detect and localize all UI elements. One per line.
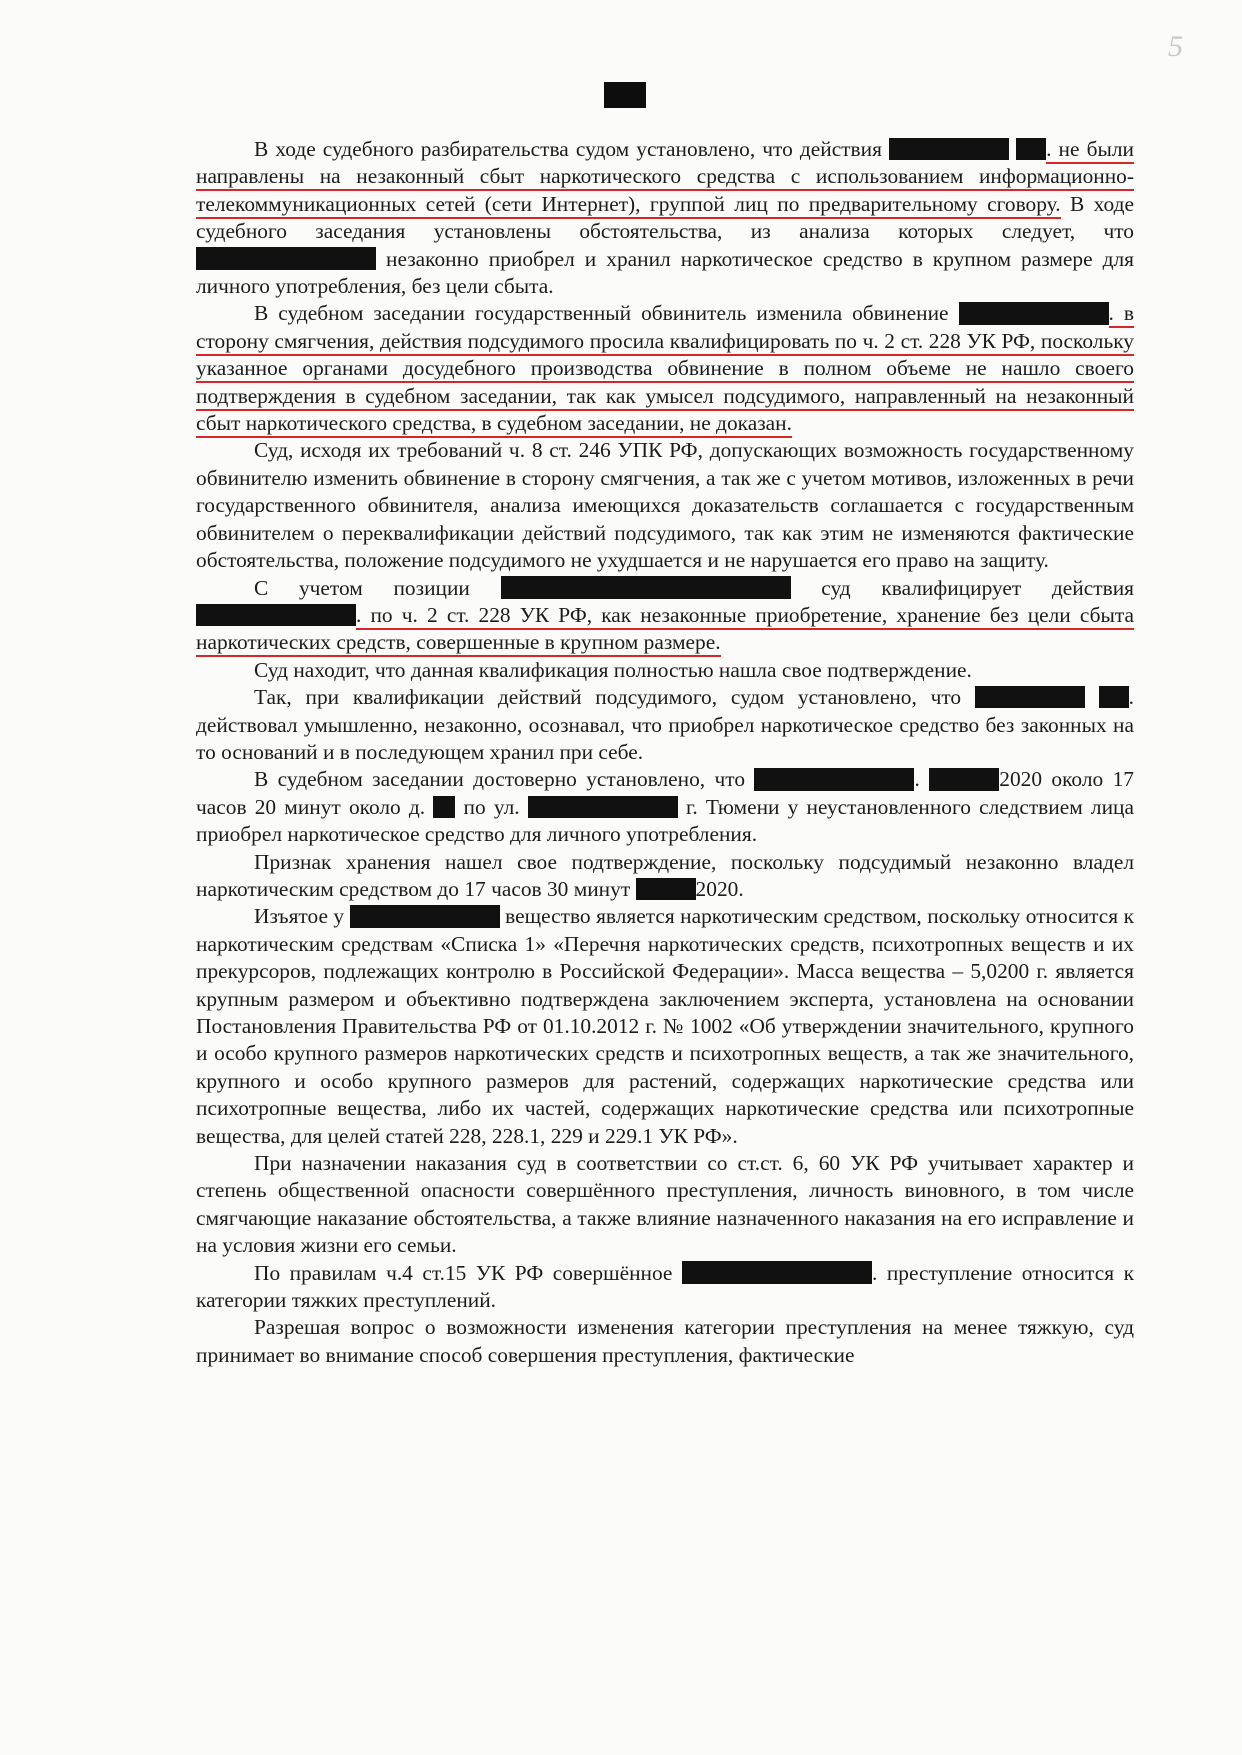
redaction bbox=[196, 247, 376, 269]
paragraph-2: В судебном заседании государственный обвинитель изменила обвинение . в сторону смягчения, действия подсудимого просила квалифицировать по ч. 2 ст. 228 УК РФ, поскольку указанное органами досудебного производства обвинение в полном объеме не нашло своего подтверждения в судебном заседании, так как умысел подсудимого, направленный на незаконный сбыт наркотического средства, в судебном заседании, не доказан. bbox=[196, 300, 1134, 437]
paragraph-8: Признак хранения нашел свое подтверждение, поскольку подсудимый незаконно владел наркотическим средством до 17 часов 30 минут 2020. bbox=[196, 849, 1134, 901]
paragraph-6: Так, при квалификации действий подсудимого, судом установлено, что . действовал умышленно, незаконно, осознавал, что приобрел наркотическое средство без законных на то оснований и в последующем хранил при себе. bbox=[196, 685, 1134, 764]
redaction bbox=[1016, 138, 1046, 160]
document-body bbox=[196, 136, 1134, 1369]
paragraph-1: В ходе судебного разбирательства судом установлено, что действия . не были направлены на незаконный сбыт наркотического средства с использованием информационно-телекоммуникационных сетей (сети Интернет), группой лиц по предварительному сговору. В ходе судебного заседания установлены обстоятельства, из анализа которых следует, что незаконно приобрел и хранил наркотическое средство в крупном размере для личного употребления, без цели сбыта. bbox=[196, 137, 1134, 299]
corner-mark: 5 bbox=[1168, 30, 1183, 63]
redaction bbox=[636, 878, 696, 900]
redaction bbox=[501, 576, 791, 598]
redaction bbox=[433, 796, 455, 818]
redaction bbox=[682, 1261, 872, 1283]
redaction bbox=[196, 604, 356, 626]
redacted-page-number bbox=[604, 82, 646, 108]
redaction bbox=[975, 686, 1085, 708]
redaction bbox=[528, 796, 678, 818]
paragraph-3: Суд, исходя их требований ч. 8 ст. 246 УПК РФ, допускающих возможность государственному обвинителю изменить обвинение в сторону смягчения, а так же с учетом мотивов, изложенных в речи государственного обвинителя, анализа имеющихся доказательств соглашается с государственным обвинителем о переквалификации действий подсудимого, так как этим не изменяются фактические обстоятельства, положение подсудимого не ухудшается и не нарушается его право на защиту. bbox=[196, 438, 1134, 573]
redaction bbox=[889, 138, 1009, 160]
paragraph-12: Разрешая вопрос о возможности изменения категории преступления на менее тяжкую, суд принимает во внимание способ совершения преступления, фактические bbox=[196, 1315, 1134, 1367]
redaction bbox=[754, 768, 914, 790]
redaction bbox=[350, 905, 500, 927]
paragraph-7: В судебном заседании достоверно установлено, что . 2020 около 17 часов 20 минут около д. по ул. г. Тюмени у неустановленного следствием лица приобрел наркотическое средство для личного употребления. bbox=[196, 767, 1134, 847]
paragraph-11: По правилам ч.4 ст.15 УК РФ совершённое . преступление относится к категории тяжких преступлений. bbox=[196, 1260, 1134, 1313]
paragraph-4: С учетом позиции суд квалифицирует действия . по ч. 2 ст. 228 УК РФ, как незаконные приобретение, хранение без цели сбыта наркотических средств, совершенные в крупном размере. bbox=[196, 575, 1134, 657]
paragraph-5: Суд находит, что данная квалификация полностью нашла свое подтверждение. bbox=[254, 657, 972, 682]
paragraph-9: Изъятое у вещество является наркотическим средством, поскольку относится к наркотическим средствам «Списка 1» «Перечня наркотических средств, психотропных веществ и их прекурсоров, подлежащих контролю в Российской Федерации». Масса вещества – 5,0200 г. является крупным размером и объективно подтверждена заключением эксперта, установлена на основании Постановления Правительства РФ от 01.10.2012 г. № 1002 «Об утверждении значительного, крупного и особо крупного размеров наркотических средств и психотропных веществ, а так же значительного, крупного и особо крупного размеров для растений, содержащих наркотические средства или психотропные вещества, либо их частей, содержащих наркотические средства или психотропные вещества, для целей статей 228, 228.1, 229 и 229.1 УК РФ». bbox=[196, 904, 1134, 1148]
paragraph-10: При назначении наказания суд в соответствии со ст.ст. 6, 60 УК РФ учитывает характер и степень общественной опасности совершённого преступления, личность виновного, в том числе смягчающие наказание обстоятельства, а также влияние назначенного наказания на его исправление и на условия жизни его семьи. bbox=[196, 1151, 1134, 1258]
redaction bbox=[1099, 686, 1129, 708]
redaction bbox=[929, 768, 999, 790]
redaction bbox=[959, 302, 1109, 324]
